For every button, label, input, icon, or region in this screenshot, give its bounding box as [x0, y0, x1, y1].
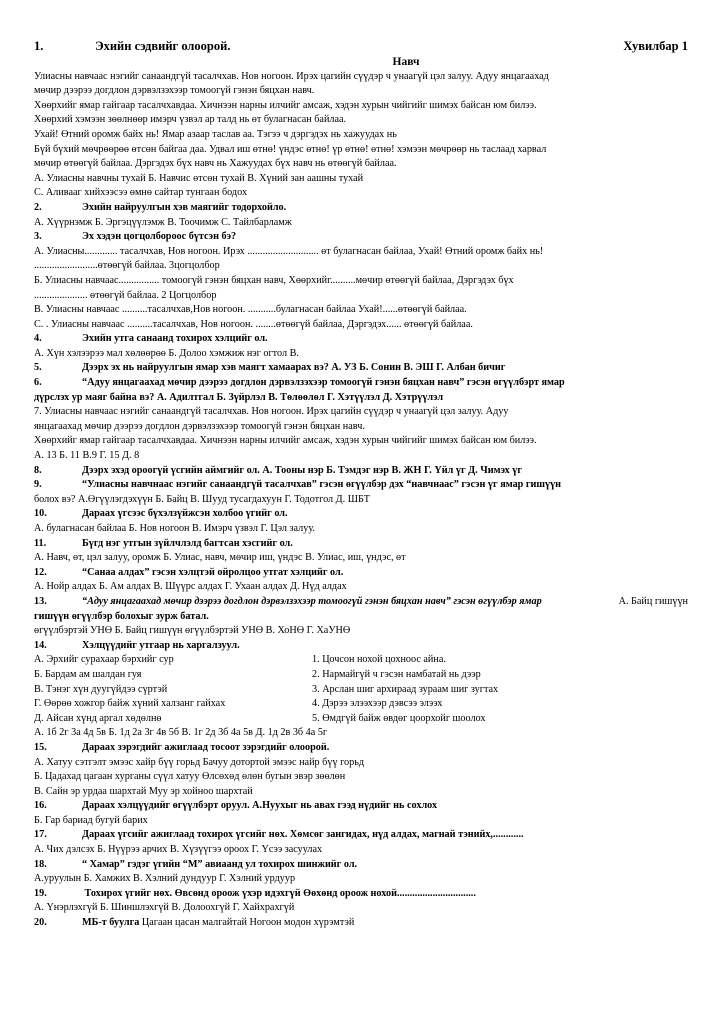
text-line: гишүүн өгүүлбэр болохыг зурж батал.: [34, 610, 209, 622]
question-line: [34, 799, 688, 814]
matching-right: 3. Арслан шиг архираад зураам шиг зугтах: [312, 683, 499, 695]
question-line: [34, 230, 688, 245]
answer-options: болох вэ? А.Өгүүлэгдэхүүн Б. Байц В. Шууд тусагдахуун Г. Тодотгол Д. ШБТ: [34, 493, 370, 505]
matching-row: [34, 668, 688, 683]
question-line: [34, 361, 688, 376]
text-line: 7. Улиасны навчаас нэгийг санаандгүй тасалчхав. Нов ногоон. Ирэх цагийн сүүдэр ч унаагүй цэл залуу. Адуу: [34, 406, 509, 418]
question-text: “ Хамар” гэдэг үгийн “М” авиаанд ул тохирох шинжийг ол.: [82, 858, 358, 870]
text-line: дүрслэх ур маяг байна вэ? А. Адилтгал Б. Зүйрлэл В. Төлөөлөл Г. Хэтүүлэл Д. Хэтрүүлэл: [34, 391, 444, 403]
question-line: [34, 376, 688, 391]
question-number: 9.: [34, 479, 42, 491]
question-line: [34, 464, 688, 479]
answer-options: С. Аливааг хийхээсээ өмнө сайтар тунгаан бодох: [34, 187, 248, 199]
story-line: Хөөрхийг ямар гайгаар тасалчхавдаа. Хичнээн нарны илчийг амсаж, хэдэн хурын чийгийг шимэх байсан юм билээ.: [34, 99, 537, 111]
question-number: 18.: [34, 858, 47, 870]
story-title: Навч: [392, 56, 420, 68]
question-number: 19.: [34, 887, 47, 899]
matching-right: 2. Нармайгүй ч гэсэн намбатай нь дээр: [312, 668, 481, 680]
question-number: 17.: [34, 829, 47, 841]
question-text: Дараах үгсийг ажиглаад тохирох үгсийг нөх. Хөмсөг зангидах, нүд алдах, магнай тэнийх,............: [82, 829, 524, 841]
answer-options: А.уруулын Б. Хамжих В. Хэлний дундуур Г. Хэлний урдуур: [34, 873, 296, 885]
question-line: [34, 741, 688, 756]
answer-options: ..................... өтөөгүй байлаа. 2 Цогцолбор: [34, 289, 217, 301]
question-line: [34, 332, 688, 347]
question-line: [34, 566, 688, 581]
question-line: [34, 537, 688, 552]
question-line: [34, 639, 688, 654]
matching-right: 4. Дэрээ элээхээр дэвсээ элээх: [312, 698, 443, 710]
matching-left: Г. Өөрөө хожгор байж хүний халзанг гайхах: [34, 698, 226, 710]
question-number: 1.: [34, 39, 44, 53]
matching-row: [34, 653, 688, 668]
variant-label: Хувилбар 1: [623, 39, 688, 53]
question-number: 6.: [34, 377, 42, 389]
question-number: 4.: [34, 333, 42, 345]
question-text-rest: Цагаан цасан малгайтай Ногоон модон хүрэмтэй: [139, 917, 355, 929]
matching-row: [34, 712, 688, 727]
question-text: Дараах үгсээс бүхэлзүйжсэн холбоо үгийг ол.: [82, 508, 288, 520]
answer-options: А. Үнэрлэхгүй Б. Шиншлэхгүй В. Долоохгүй Г. Хайхрахгүй: [34, 902, 295, 914]
matching-left: Д. Айсан хүнд аргал хөдөлнө: [34, 712, 162, 724]
question-line: [34, 507, 688, 522]
answer-options: Б. Улиасны навчаас................ томоогүй гэнэн бяцхан навч, Хөөрхийг..........мөчир өтөөгүй байлаа, Дэргэдэх бүх: [34, 274, 514, 286]
question-text: Бүгд нэг утгын зүйлчлэлд багтсан хэсгийг ол.: [82, 537, 293, 549]
answer-options: Б. Цадахад цагаан хурганы сүүл хатуу Өлсөхөд өлөн бугын эвэр зөөлөн: [34, 771, 346, 783]
question-number: 20.: [34, 917, 47, 929]
matching-row: [34, 697, 688, 712]
question-number: 11.: [34, 537, 47, 549]
question-line: [34, 595, 688, 610]
answer-option: А. Байц гишүүн: [618, 595, 688, 607]
answer-options: Б. Гар бариад бугуй барих: [34, 814, 148, 826]
story-line: Улиасны навчаас нэгийг санаандгүй тасалчхав. Нов ногоон. Ирэх цагийн сүүдэр ч унаагүй цэл залуу. Адуу янцагаахад: [34, 70, 549, 82]
answer-options: А. Улиасны............. тасалчхав, Нов ногоон. Ирэх ............................ өт булагнасан байлаа, Ухай! Өтний оромж байх нь!: [34, 245, 544, 257]
instruction-title: Эхийн сэдвийг олоорой.: [95, 39, 231, 53]
question-number: 8.: [34, 464, 42, 476]
answer-options: А. Хатуу сэтгэлт эмээс хайр бүү горьд Бачуу дотортой эмээс найр бүү горьд: [34, 756, 365, 768]
question-text: Эхийн найруулгын хэв маягийг тодорхойло.: [82, 201, 287, 213]
answer-options: А. Улиасны навчны тухай Б. Навчис өтсөн тухай В. Хүний зан аашны тухай: [34, 172, 364, 184]
question-text: “Санаа алдах” гэсэн хэлцтэй ойролцоо утгат хэлцийг ол.: [82, 566, 344, 578]
question-text: Эхийн утга санаанд тохирох хэлцийг ол.: [82, 333, 268, 345]
text-line: янцагаахад мөчир дээрээ догдлон дэрвэлзэхээр томоогүй гэнэн бяцхан навч.: [34, 420, 365, 432]
question-text: МБ-т буулга: [82, 917, 140, 929]
answer-options: өгүүлбэртэй УНӨ Б. Байц гишүүн өгүүлбэртэй УНӨ В. ХоНӨ Г. ХаУНӨ: [34, 625, 351, 637]
question-number: 13.: [34, 595, 47, 607]
question-line: [34, 887, 688, 902]
question-text: “Адуу янцагаахад мөчир дээрээ догдлон дэрвэлзэхээр томоогүй гэнэн бяцхан навч” гэсэн өгүүлбэрт ямар: [82, 377, 565, 389]
question-text: “Улиасны навчнаас нэгийг санаандгүй тасалчхав” гэсэн өгүүлбэр дэх “навчнаас” гэсэн үг ямар гишүүн: [82, 479, 562, 491]
matching-left: А. Эрхийг сурахаар бэрхийг сур: [34, 654, 174, 666]
question-number: 10.: [34, 508, 47, 520]
question-text: Тохирох үгийг нөх. Өвсөнд ороож үхэр идэхгүй Өөхөнд ороож нохой...............................: [82, 887, 476, 899]
answer-options: В. Сайн эр урдаа шархтай Муу эр хойноо шархтай: [34, 785, 253, 797]
answer-options: А. 1б 2г 3а 4д 5в Б. 1д 2а 3г 4в 5б В. 1г 2д 3б 4а 5в Д. 1д 2в 3б 4а 5г: [34, 727, 328, 739]
story-title-line: [34, 55, 688, 70]
question-line: [34, 201, 688, 216]
matching-left: В. Тэнэг хүн дуугүйдээ сүртэй: [34, 683, 168, 695]
story-text: [34, 70, 688, 172]
story-line: Бүй бүхий мөчрөөрөө өтсөн байгаа даа. Удвал иш өтнө! үндэс өтнө! үр өтнө! өтнө! хэмээн мөчрөөр нь таслаад харвал: [34, 143, 547, 155]
question-text: “Адуу янцагаахад мөчир дээрээ догдлон дэрвэлзэхээр томоогүй гэнэн бяцхан навч” гэсэн өгүүлбэр ямар: [82, 595, 542, 607]
matching-right: 5. Өмдгүй байж өвдөг цоорхойг шоолох: [312, 712, 486, 724]
question-number: 2.: [34, 201, 42, 213]
question-line: [34, 478, 688, 493]
question-text: Дараах зэрэгдийг ажиглаад тосоот зэрэгдийг олоорой.: [82, 741, 330, 753]
question-text: Дээрх эхэд ороогүй үсгийн аймгийг ол. А. Тооны нэр Б. Тэмдэг нэр В. ЖН Г. Үйл үг Д. Чимэх үг: [82, 464, 523, 476]
answer-options: В. Улиасны навчаас ..........тасалчхав,Нов ногоон. ...........булагнасан байлаа Ухай!......өтөөгүй байлаа.: [34, 304, 467, 316]
story-line: мөчир дээрээ догдлон дэрвэлзэхээр томоогүй гэнэн бяцхан навч.: [34, 85, 315, 97]
story-line: Ухай! Өтний оромж байх нь! Ямар азаар таслав аа. Тэгээ ч дэргэдэх нь хажуудах нь: [34, 128, 397, 140]
answer-options: А. 13 Б. 11 В.9 Г. 15 Д. 8: [34, 450, 140, 462]
question-number: 3.: [34, 231, 42, 243]
question-text: Дээрх эх нь найруулгын ямар хэв маягт хамаарах вэ? А. УЗ Б. Сонин В. ЭШ Г. Албан бичиг: [82, 362, 506, 374]
answer-options: .........................өтөөгүй байлаа. 3цогцолбор: [34, 260, 220, 272]
answer-options: А. Нойр алдах Б. Ам алдах В. Шүүрс алдах Г. Ухаан алдах Д. Нүд алдах: [34, 581, 347, 593]
question-text: Хэлцүүдийг утгаар нь харгалзуул.: [82, 639, 240, 651]
answer-options: А. Хүн хэлээрээ мал хөлөөрөө Б. Долоо хэмжиж нэг огтол В.: [34, 347, 299, 359]
answer-options: С. . Улиасны навчаас ..........тасалчхав, Нов ногоон. ........өтөөгүй байлаа, Дэргэдэх...... өтөөгүй байлаа.: [34, 318, 473, 330]
matching-left: Б. Бардам ам шалдан гуя: [34, 668, 142, 680]
answer-options: А. Навч, өт, цэл залуу, оромж Б. Улиас, навч, мөчир иш, үндэс В. Улиас, иш, үндэс, өт: [34, 552, 406, 564]
story-line: Хөөрхий хэмээн зөөлнөөр имэрч үзвэл ар талд нь өт булагнасан байлаа.: [34, 114, 347, 126]
question-line: [34, 858, 688, 873]
document: [34, 38, 688, 931]
answer-options: А. булагнасан байлаа Б. Нов ногоон В. Имэрч үзвэл Г. Цэл залуу.: [34, 523, 315, 534]
answer-options: А. Чих дэлсэх Б. Нүүрээ арчих В. Хүзүүгээ ороох Г. Үсээ засуулах: [34, 844, 323, 856]
matching-row: [34, 683, 688, 698]
question-number: 16.: [34, 800, 47, 812]
question-number: 15.: [34, 741, 47, 753]
question-number: 12.: [34, 566, 47, 578]
questions: [34, 172, 688, 931]
question-text: Эх хэдэн цогцолбороос бүтсэн бэ?: [82, 231, 237, 243]
text-line: Хөөрхийг ямар гайгаар тасалчхавдаа. Хичнээн нарны илчийг амсаж, хэдэн хурын чийгийг шимэх байсан юм билээ.: [34, 435, 537, 447]
story-line: мөчир өтөөгүй байлаа. Дэргэдэх бүх навч нь Хажуудах бүх навч нь өтөөгүй байлаа.: [34, 158, 397, 170]
question-line: [34, 828, 688, 843]
question-line: [34, 916, 688, 931]
matching-right: 1. Цочсон нохой цохноос айна.: [312, 654, 446, 666]
question-number: 5.: [34, 362, 42, 374]
header-line: [34, 38, 688, 55]
question-number: 14.: [34, 639, 47, 651]
answer-options: А. Хүүрнэмж Б. Эргэцүүлэмж В. Тоочимж С. Тайлбарламж: [34, 216, 292, 228]
question-text: Дараах хэлцүүдийг өгүүлбэрт оруул. А.Нуухыг нь авах гээд нүдийг нь сохлох: [82, 800, 438, 812]
